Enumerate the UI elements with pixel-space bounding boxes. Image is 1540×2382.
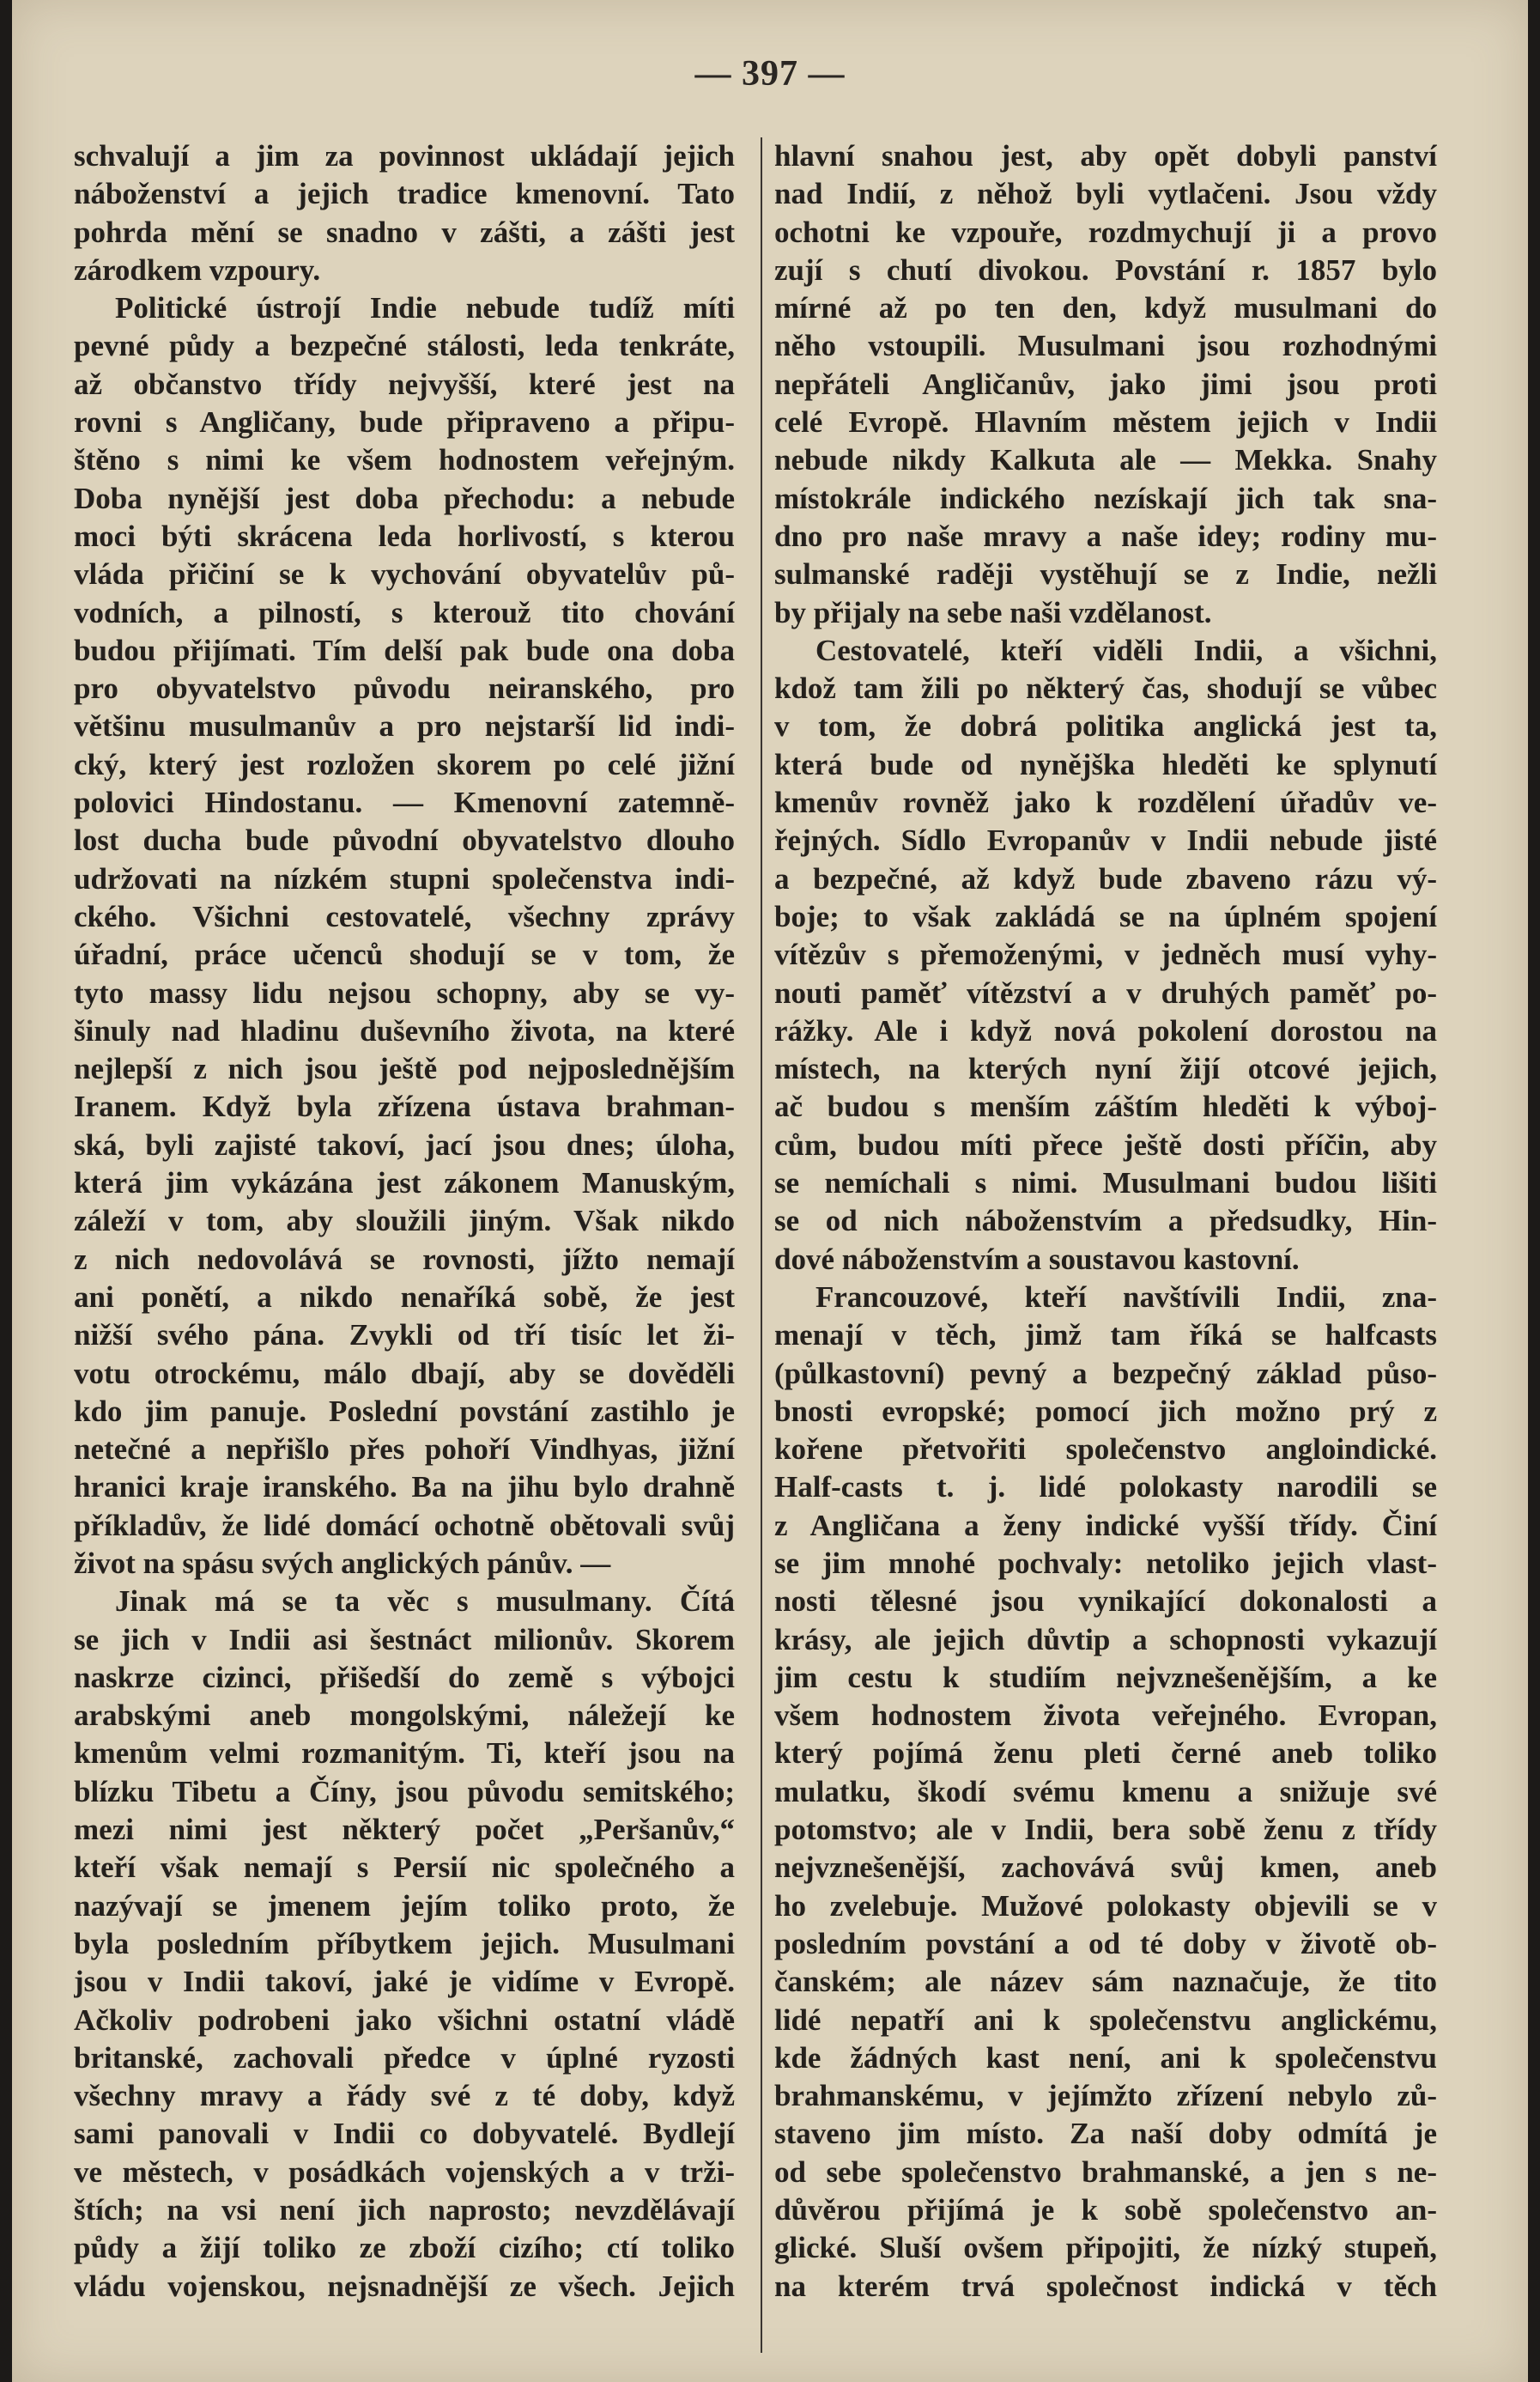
text-line: by přijaly na sebe naši vzdělanost. bbox=[774, 595, 1212, 629]
text-line: štěno s nimi ke všem hodnostem veřejným. bbox=[74, 443, 735, 477]
text-line: dno pro naše mravy a naše idey; rodiny mu- bbox=[774, 519, 1437, 553]
text-line: britanské, zachovali předce v úplné ryzosti bbox=[74, 2040, 735, 2075]
text-line: nejvznešenější, zachovává svůj kmen, aneb bbox=[774, 1850, 1437, 1885]
text-line: pohrda mění se snadno v zášti, a zášti jest bbox=[74, 215, 735, 249]
text-line: krásy, ale jejich důvtip a schopnosti vykazují bbox=[774, 1622, 1437, 1656]
text-line: ská, byli zajisté takoví, jací jsou dnes; úloha, bbox=[74, 1127, 735, 1162]
text-line: půdy a žijí toliko ze zboží cizího; ctí toliko bbox=[74, 2231, 735, 2265]
text-line: Half-casts t. j. lidé polokasty narodili se bbox=[774, 1470, 1437, 1504]
text-line: většinu musulmanův a pro nejstarší lid indi- bbox=[74, 709, 735, 744]
text-line: glické. Sluší ovšem připojiti, že nízký stupeň, bbox=[774, 2231, 1437, 2265]
text-line: Jinak má se ta věc s musulmany. Čítá bbox=[115, 1584, 735, 1619]
text-line: vláda přičiní se k vychování obyvatelův pů- bbox=[74, 557, 735, 592]
text-line: celé Evropě. Hlavním městem jejich v Indii bbox=[774, 405, 1437, 440]
text-line: místech, na kterých nyní žijí otcové jejich, bbox=[774, 1052, 1437, 1086]
text-line: (půlkastovní) pevný a bezpečný základ půso- bbox=[774, 1356, 1437, 1390]
text-line: úřadní, práce učenců shodují se v tom, že bbox=[74, 938, 735, 972]
text-line: mezi nimi jest některý počet „Peršanův,“ bbox=[74, 1813, 735, 1847]
text-line: nosti tělesné jsou vynikající dokonalosti a bbox=[774, 1584, 1437, 1619]
text-line: staveno jim místo. Za naší doby odmítá je bbox=[774, 2117, 1437, 2151]
text-line: schvalují a jim za povinnost ukládají jejich bbox=[74, 139, 735, 173]
text-line: menají v těch, jimž tam říká se halfcasts bbox=[774, 1318, 1437, 1352]
text-line: příkladův, že lidé domácí ochotně obětovali svůj bbox=[74, 1508, 735, 1542]
text-line: sami panovali v Indii co dobyvatelé. Bydlejí bbox=[74, 2117, 735, 2151]
text-line: sulmanské raději vystěhují se z Indie, nežli bbox=[774, 557, 1437, 592]
text-line: zují s chutí divokou. Povstání r. 1857 bylo bbox=[774, 252, 1437, 287]
text-line: která jim vykázána jest zákonem Manuským, bbox=[74, 1166, 735, 1200]
text-line: ač budou s menším záštím hleděti k výboj- bbox=[774, 1090, 1437, 1124]
text-line: tyto massy lidu nejsou schopny, aby se vy- bbox=[74, 975, 735, 1010]
text-line: náboženství a jejich tradice kmenovní. Tato bbox=[74, 177, 735, 211]
page-number: — 397 — bbox=[694, 54, 846, 94]
text-line: místokrále indického nezískají jich tak sna- bbox=[774, 481, 1437, 515]
text-line: z Angličana a ženy indické vyšší třídy. Činí bbox=[774, 1508, 1437, 1542]
text-line: nejlepší z nich jsou ještě pod nejposlednějším bbox=[74, 1052, 735, 1086]
text-line: cký, který jest rozložen skorem po celé jižní bbox=[74, 747, 735, 781]
text-line: ckého. Všichni cestovatelé, všechny zprávy bbox=[74, 899, 735, 933]
text-line: od sebe společenstvo brahmanské, a jen s ne- bbox=[774, 2154, 1437, 2189]
right-column bbox=[774, 137, 1437, 2306]
text-line: Politické ústrojí Indie nebude tudíž míti bbox=[115, 291, 735, 325]
text-line: hranici kraje iranského. Ba na jihu bylo drahně bbox=[74, 1470, 735, 1504]
text-line: arabskými aneb mongolskými, náležejí ke bbox=[74, 1698, 735, 1733]
text-line: nad Indií, z něhož byli vytlačeni. Jsou vždy bbox=[774, 177, 1437, 211]
text-line: ve městech, v posádkách vojenských a v trži- bbox=[74, 2154, 735, 2189]
text-line: brahmanskému, v jejímžto zřízení nebylo zů- bbox=[774, 2079, 1437, 2113]
text-line: která bude od nynějška hleděti ke splynutí bbox=[774, 747, 1437, 781]
text-line: se jim mnohé pochvaly: netoliko jejich vlast- bbox=[774, 1546, 1437, 1580]
text-line: se jich v Indii asi šestnáct milionův. Skorem bbox=[74, 1622, 735, 1656]
text-line: všem hodnostem života veřejného. Evropan, bbox=[774, 1698, 1437, 1733]
text-line: pevné půdy a bezpečné stálosti, leda tenkráte, bbox=[74, 329, 735, 363]
text-line: kdo jim panuje. Poslední povstání zastihlo je bbox=[74, 1394, 735, 1428]
text-line: ani ponětí, a nikdo nenaříká sobě, že jest bbox=[74, 1279, 735, 1314]
text-line: Iranem. Když byla zřízena ústava brahman- bbox=[74, 1090, 735, 1124]
text-line: až občanstvo třídy nejvyšší, které jest na bbox=[74, 367, 735, 401]
text-line: Cestovatelé, kteří viděli Indii, a všichni, bbox=[815, 633, 1437, 667]
text-line: v tom, že dobrá politika anglická jest ta, bbox=[774, 709, 1437, 744]
text-line: štích; na vsi není jich naprosto; nevzdělávají bbox=[74, 2193, 735, 2227]
text-line: dové náboženstvím a soustavou kastovní. bbox=[774, 1242, 1300, 1276]
text-line: kořene přetvořiti společenstvo angloindické. bbox=[774, 1432, 1437, 1467]
text-line: posledním povstání a od té doby v životě ob- bbox=[774, 1926, 1437, 1960]
text-line: a bezpečné, až když bude zbaveno rázu vý- bbox=[774, 861, 1437, 896]
text-line: rovni s Angličany, bude připraveno a připu- bbox=[74, 405, 735, 440]
text-line: bnosti evropské; pomocí jich možno prý z bbox=[774, 1394, 1437, 1428]
text-line: se od nich náboženstvím a předsudky, Hin- bbox=[774, 1204, 1437, 1238]
text-line: ho zvelebuje. Mužové polokasty objevili se v bbox=[774, 1888, 1437, 1923]
text-line: čanském; ale název sám naznačuje, že tito bbox=[774, 1965, 1437, 1999]
text-line: zárodkem vzpoury. bbox=[74, 252, 321, 287]
text-line: polovici Hindostanu. — Kmenovní zatemně- bbox=[74, 786, 735, 820]
text-line: nepřáteli Angličanův, jako jimi jsou proti bbox=[774, 367, 1437, 401]
text-line: mírné až po ten den, když musulmani do bbox=[774, 291, 1437, 325]
text-line: vodních, a pilností, s kterouž tito chování bbox=[74, 595, 735, 629]
book-page bbox=[12, 0, 1528, 2382]
text-line: všechny mravy a řády své z té doby, když bbox=[74, 2079, 735, 2113]
text-line: řejných. Sídlo Evropanův v Indii nebude jisté bbox=[774, 823, 1437, 858]
text-line: jsou v Indii takoví, jaké je vidíme v Evropě. bbox=[74, 1965, 735, 1999]
text-line: kteří však nemají s Persií nic společného a bbox=[74, 1850, 735, 1885]
text-line: něho vstoupili. Musulmani jsou rozhodnými bbox=[774, 329, 1437, 363]
text-line: pro obyvatelstvo původu neiranského, pro bbox=[74, 671, 735, 706]
text-line: vládu vojenskou, nejsnadnější ze všech. Jejich bbox=[74, 2269, 735, 2303]
text-line: moci býti skrácena leda horlivostí, s kterou bbox=[74, 519, 735, 553]
text-line: nebude nikdy Kalkuta ale — Mekka. Snahy bbox=[774, 443, 1437, 477]
text-line: hlavní snahou jest, aby opět dobyli panství bbox=[774, 139, 1437, 173]
text-line: kmenům velmi rozmanitým. Ti, kteří jsou na bbox=[74, 1736, 735, 1771]
text-line: šinuly nad hladinu duševního života, na které bbox=[74, 1013, 735, 1048]
text-line: boje; to však zakládá se na úplném spojení bbox=[774, 899, 1437, 933]
column-divider bbox=[761, 137, 762, 2353]
left-column bbox=[74, 137, 735, 2306]
text-line: který pojímá ženu pleti černé aneb toliko bbox=[774, 1736, 1437, 1771]
text-line: votu otrockému, málo dbají, aby se dověděli bbox=[74, 1356, 735, 1390]
text-line: kmenův rovněž jako k rozdělení úřadův ve- bbox=[774, 786, 1437, 820]
text-line: kdož tam žili po některý čas, shodují se vůbec bbox=[774, 671, 1437, 706]
text-line: z nich nedovolává se rovnosti, jížto nemají bbox=[74, 1242, 735, 1276]
text-line: mulatku, škodí svému kmenu a snižuje své bbox=[774, 1774, 1437, 1808]
text-line: záleží v tom, aby sloužili jiným. Však nikdo bbox=[74, 1204, 735, 1238]
text-line: vítězův s přemoženými, v jedněch musí vyhy- bbox=[774, 938, 1437, 972]
text-line: Doba nynější jest doba přechodu: a nebude bbox=[74, 481, 735, 515]
text-line: lost ducha bude původní obyvatelstvo dlouho bbox=[74, 823, 735, 858]
text-line: cům, budou míti přece ještě dosti příčin, aby bbox=[774, 1127, 1437, 1162]
text-line: nazývají se jmenem jejím toliko proto, že bbox=[74, 1888, 735, 1923]
text-line: důvěrou přijímá je k sobě společenstvo an- bbox=[774, 2193, 1437, 2227]
text-line: Francouzové, kteří navštívili Indii, zna- bbox=[815, 1279, 1437, 1314]
text-line: lidé nepatří ani k společenstvu anglickému, bbox=[774, 2002, 1437, 2037]
text-line: jim cestu k studiím nejvznešenějším, a ke bbox=[774, 1660, 1437, 1694]
text-line: budou přijímati. Tím delší pak bude ona doba bbox=[74, 633, 735, 667]
text-line: byla posledním příbytkem jejich. Musulmani bbox=[74, 1926, 735, 1960]
text-line: život na spásu svých anglických pánův. — bbox=[74, 1546, 611, 1580]
text-line: udržovati na nízkém stupni společenstva indi- bbox=[74, 861, 735, 896]
text-line: netečné a nepřišlo přes pohoří Vindhyas, jižní bbox=[74, 1432, 735, 1467]
text-line: nižší svého pána. Zvykli od tří tisíc let ži- bbox=[74, 1318, 735, 1352]
text-line: se nemíchali s nimi. Musulmani budou lišiti bbox=[774, 1166, 1437, 1200]
text-line: blízku Tibetu a Číny, jsou původu semitského; bbox=[74, 1774, 735, 1808]
text-line: kde žádných kast není, ani k společenstvu bbox=[774, 2040, 1437, 2075]
text-line: naskrze cizinci, přišedší do země s výbojci bbox=[74, 1660, 735, 1694]
text-line: na kterém trvá společnost indická v těch bbox=[774, 2269, 1437, 2303]
text-line: rážky. Ale i když nová pokolení dorostou na bbox=[774, 1013, 1437, 1048]
text-line: potomstvo; ale v Indii, bera sobě ženu z třídy bbox=[774, 1813, 1437, 1847]
text-line: ochotni ke vzpouře, rozdmychují ji a provo bbox=[774, 215, 1437, 249]
text-line: Ačkoliv podrobeni jako všichni ostatní vládě bbox=[74, 2002, 735, 2037]
text-line: nouti paměť vítězství a v druhých paměť po- bbox=[774, 975, 1437, 1010]
